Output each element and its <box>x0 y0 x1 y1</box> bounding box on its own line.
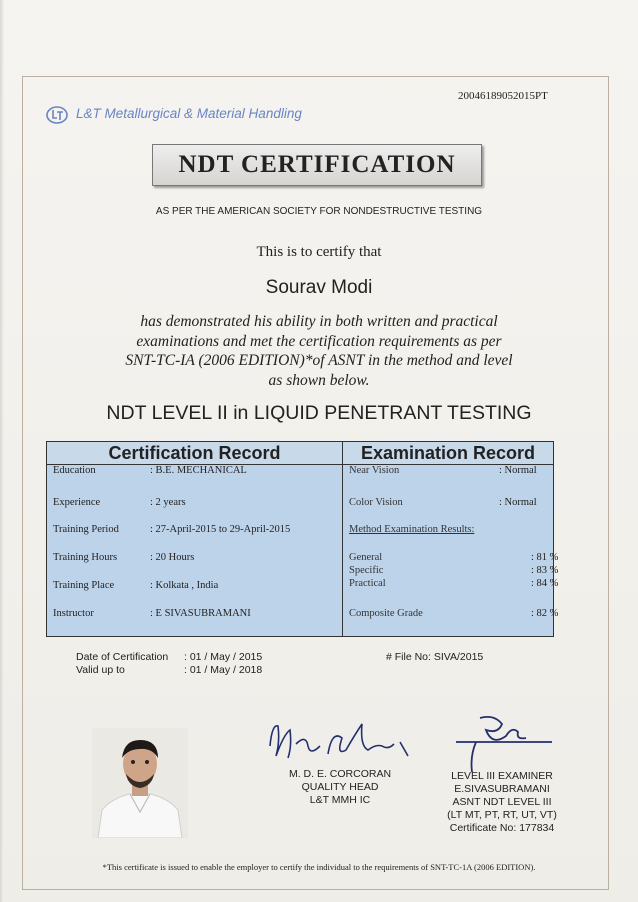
signature-corcoran-icon <box>250 716 430 764</box>
signatory-left-name: M. D. E. CORCORAN <box>288 768 392 780</box>
composite-grade-label: Composite Grade <box>349 608 423 619</box>
general-value: : 81 % <box>531 552 559 563</box>
signatory-left-role: QUALITY HEAD <box>301 781 379 793</box>
training-hours-label: Training Hours <box>53 552 118 563</box>
date-of-certification-value: : 01 / May / 2015 <box>184 651 263 663</box>
ndt-level-line: NDT LEVEL II in LIQUID PENETRANT TESTING <box>106 402 532 424</box>
specific-value: : 83 % <box>531 565 559 576</box>
experience-label: Experience <box>53 497 101 508</box>
signature-sivasubramani-icon <box>446 712 556 774</box>
certificate-id: 20046189052015PT <box>458 90 548 102</box>
education-value: : B.E. MECHANICAL <box>150 465 247 476</box>
training-place-value: : Kolkata , India <box>150 580 219 591</box>
education-label: Education <box>53 465 96 476</box>
statement-line: SNT-TC-IA (2006 EDITION)*of ASNT in the method and level <box>125 352 513 369</box>
practical-label: Practical <box>349 578 386 589</box>
signatory-right <box>434 770 570 835</box>
statement-line: has demonstrated his ability in both written and practical <box>140 313 498 330</box>
certificate-title: NDT CERTIFICATION <box>178 151 456 178</box>
training-period-value: : 27-April-2015 to 29-April-2015 <box>150 524 291 535</box>
practical-value: : 84 % <box>531 578 559 589</box>
certification-record-heading: Certification Record <box>47 442 343 465</box>
date-of-certification-label: Date of Certification <box>76 651 169 663</box>
specific-label: Specific <box>349 565 384 576</box>
training-period-label: Training Period <box>53 524 119 535</box>
valid-up-to-value: : 01 / May / 2018 <box>184 664 263 676</box>
footer-note: *This certificate is issued to enable the employer to certify the individual to the requirements of SNT-TC-1A (2006 EDITION). <box>102 862 536 872</box>
statement-line: as shown below. <box>268 371 370 389</box>
color-vision-label: Color Vision <box>349 497 403 508</box>
signatory-right-cert-no: Certificate No: 177834 <box>449 822 555 834</box>
instructor-value: : E SIVASUBRAMANI <box>150 608 251 619</box>
column-divider <box>342 464 343 636</box>
certify-text: This is to certify that <box>256 244 382 260</box>
method-results-heading: Method Examination Results: <box>349 524 475 535</box>
as-per-line: AS PER THE AMERICAN SOCIETY FOR NONDESTRUCTIVE TESTING <box>155 206 483 217</box>
signatory-right-methods: (LT MT, PT, RT, UT, VT) <box>447 809 557 821</box>
composite-grade-value: : 82 % <box>531 608 559 619</box>
page-edge-shadow <box>0 0 4 902</box>
company-name: L&T Metallurgical & Material Handling <box>76 106 302 121</box>
lt-logo-icon <box>46 106 68 124</box>
signatory-left <box>280 768 400 807</box>
records-table <box>46 441 559 637</box>
recipient-photo <box>92 728 188 838</box>
signatory-right-name: E.SIVASUBRAMANI <box>454 783 550 795</box>
valid-up-to-label: Valid up to <box>76 664 125 676</box>
training-hours-value: : 20 Hours <box>150 552 195 563</box>
experience-value: : 2 years <box>150 497 186 508</box>
instructor-label: Instructor <box>53 608 94 619</box>
general-label: General <box>349 552 383 563</box>
near-vision-label: Near Vision <box>349 465 400 476</box>
signatory-left-org: L&T MMH IC <box>309 794 371 806</box>
recipient-name: Sourav Modi <box>265 277 373 298</box>
signatory-right-cert-line: ASNT NDT LEVEL III <box>452 796 552 808</box>
signatory-right-role: LEVEL III EXAMINER <box>451 770 553 782</box>
color-vision-value: : Normal <box>499 497 537 508</box>
title-banner <box>152 144 482 186</box>
statement-line: examinations and met the certification requirements as per <box>136 332 502 350</box>
training-place-label: Training Place <box>53 580 115 591</box>
near-vision-value: : Normal <box>499 465 537 476</box>
certification-statement <box>100 312 538 390</box>
file-number: # File No: SIVA/2015 <box>386 651 484 663</box>
examination-record-heading: Examination Record <box>343 442 553 465</box>
